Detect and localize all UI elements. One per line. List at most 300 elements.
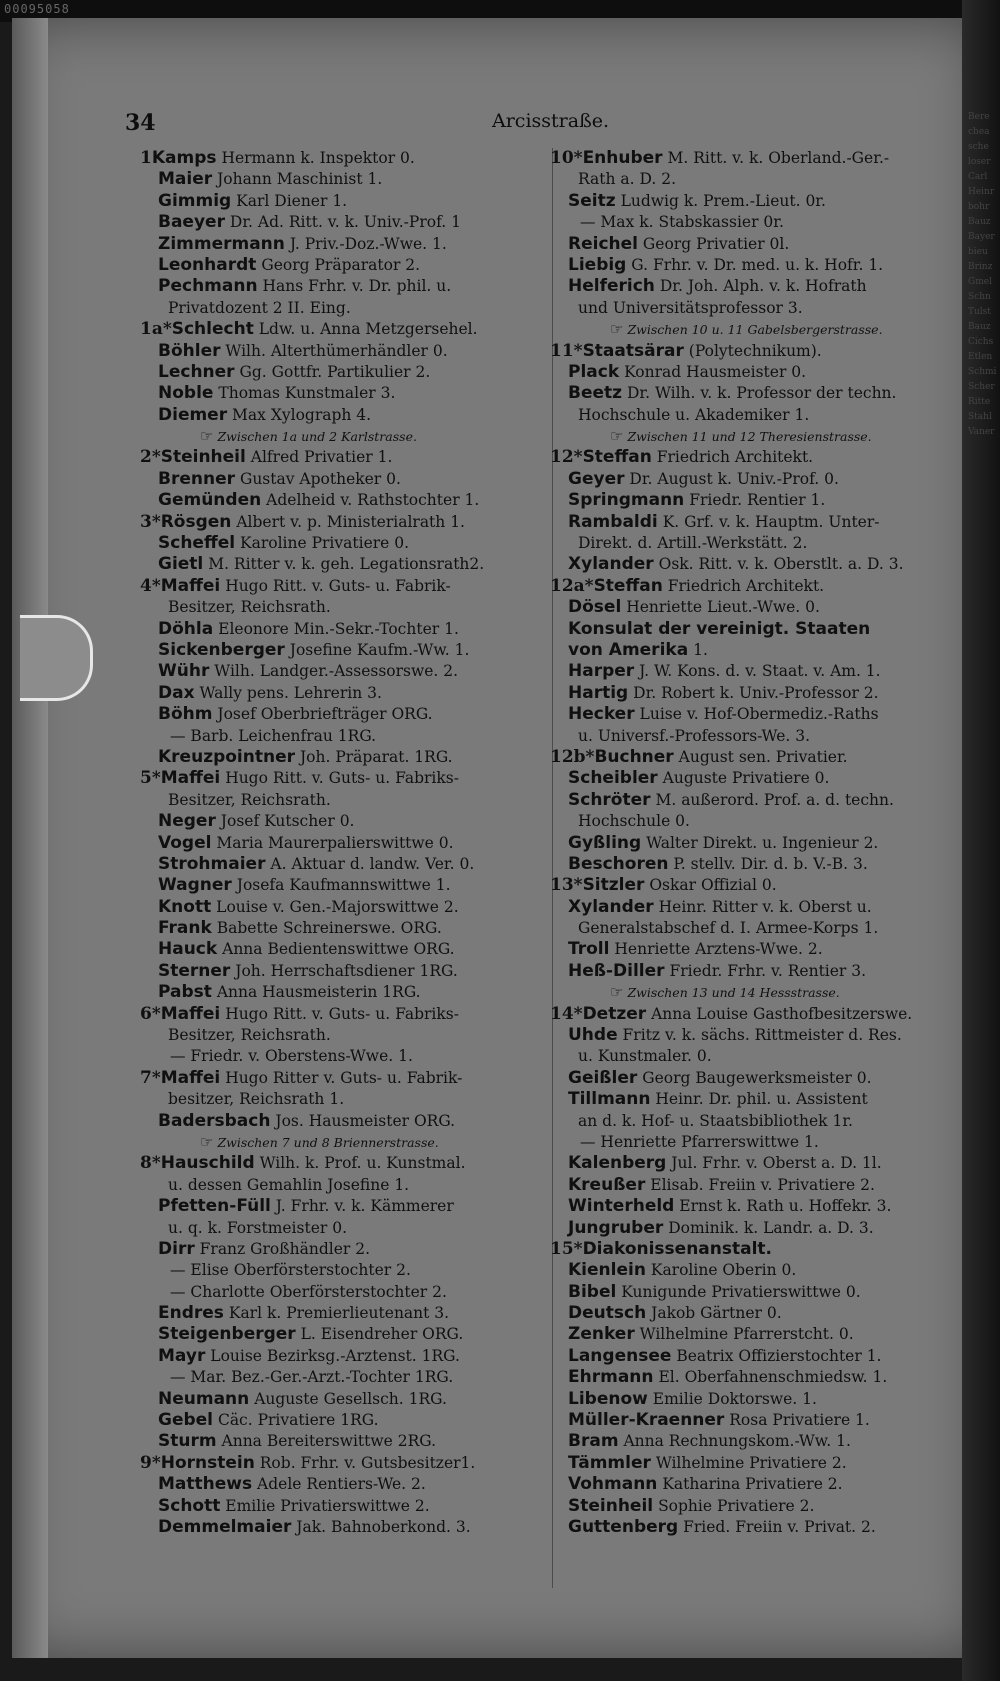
entry-continuation	[550, 726, 960, 747]
directory-entry	[550, 1004, 960, 1025]
resident-name: Steigenberger	[158, 1324, 296, 1345]
directory-entry	[140, 490, 560, 511]
directory-entry	[140, 169, 560, 190]
entry-details: Besitzer, Reichsrath.	[168, 598, 331, 617]
directory-entry	[550, 1282, 960, 1303]
resident-name: Pabst	[158, 982, 212, 1003]
entry-details: Katharina Privatiere 2.	[662, 1475, 843, 1494]
resident-name: Pfetten-Füll	[158, 1196, 271, 1217]
entry-details: Emilie Doktorswe. 1.	[652, 1389, 817, 1408]
house-number: 11*	[550, 340, 583, 361]
directory-entry	[550, 640, 960, 661]
directory-entry	[140, 1196, 560, 1217]
entry-details: u. Universf.-Professors-We. 3.	[578, 726, 811, 745]
directory-entry	[140, 1496, 560, 1517]
entry-details: Karl k. Premierlieutenant 3.	[228, 1304, 450, 1323]
resident-name: Badersbach	[158, 1110, 271, 1131]
entry-details: Anna Louise Gasthofbesitzerswe.	[651, 1004, 913, 1023]
resident-name: Demmelmaier	[158, 1517, 292, 1537]
entry-details: L. Eisendreher ORG.	[300, 1325, 464, 1344]
entry-details: Henriette Lieut.-Wwe. 0.	[626, 598, 820, 617]
entry-details: El. Oberfahnenschmiedsw. 1.	[658, 1368, 888, 1387]
resident-name: Steffan	[593, 575, 663, 596]
right-column	[550, 148, 960, 1538]
directory-entry	[550, 790, 960, 811]
directory-entry	[550, 768, 960, 789]
house-number: 7*	[140, 1067, 161, 1088]
left-column	[140, 148, 560, 1538]
resident-name: Uhde	[568, 1025, 618, 1046]
resident-name: Xylander	[568, 554, 654, 575]
entry-details: Osk. Ritt. v. k. Oberstlt. a. D. 3.	[658, 555, 904, 574]
directory-entry	[140, 447, 560, 468]
resident-name: Knott	[158, 896, 212, 917]
resident-name: Maffei	[160, 768, 221, 789]
resident-name: Steinheil	[568, 1495, 654, 1516]
entry-details: Henriette Arztens-Wwe. 2.	[614, 940, 823, 959]
entry-details: Fried. Freiin v. Privat. 2.	[683, 1518, 876, 1536]
directory-entry	[140, 1410, 560, 1431]
resident-name: Maffei	[160, 1067, 221, 1088]
entry-details: — Max k. Stabskassier 0r.	[580, 213, 784, 232]
resident-name: Winterheld	[568, 1196, 675, 1217]
resident-name: Beschoren	[568, 853, 669, 874]
resident-name: Dösel	[568, 597, 622, 618]
cross-street-note	[550, 319, 960, 340]
resident-name: Hartig	[568, 682, 629, 703]
entry-details: Gg. Gottfr. Partikulier 2.	[239, 362, 431, 381]
resident-name: Buchner	[594, 746, 674, 767]
entry-details: Louise Bezirksg.-Arztenst. 1RG.	[210, 1346, 460, 1365]
entry-details: Franz Großhändler 2.	[199, 1239, 370, 1258]
resident-name: Dax	[158, 682, 195, 703]
entry-details: Privatdozent 2 II. Eing.	[168, 298, 351, 317]
resident-name: Hauck	[158, 939, 218, 960]
entry-details: Cäc. Privatiere 1RG.	[217, 1411, 379, 1430]
resident-name: Kreußer	[568, 1174, 646, 1195]
directory-entry	[140, 1153, 560, 1174]
entry-details: Johann Maschinist 1.	[217, 170, 383, 189]
entry-details: u. Kunstmaler. 0.	[578, 1047, 712, 1066]
page-header	[12, 110, 984, 140]
entry-details: Dr. Ad. Ritt. v. k. Univ.-Prof. 1	[229, 213, 461, 232]
entry-details: A. Aktuar d. landw. Ver. 0.	[270, 854, 475, 873]
resident-name: Sterner	[158, 960, 231, 981]
resident-name: Jungruber	[568, 1217, 664, 1238]
resident-name: Sturm	[158, 1431, 217, 1452]
resident-name: Scheffel	[158, 533, 236, 554]
directory-entry	[140, 1431, 560, 1452]
entry-details: Alfred Privatier 1.	[250, 448, 393, 467]
directory-entry	[550, 1367, 960, 1388]
entry-details: Friedr. Rentier 1.	[689, 491, 826, 510]
entry-details: Wilh. Landger.-Assessorswe. 2.	[214, 662, 459, 681]
directory-entry	[140, 1004, 560, 1025]
scan-id: 00095058	[4, 2, 70, 16]
resident-name: Döhla	[158, 618, 214, 639]
resident-name: Deutsch	[568, 1303, 647, 1324]
resident-name: Gietl	[158, 554, 204, 575]
resident-name: Kalenberg	[568, 1153, 667, 1174]
entry-continuation	[550, 1111, 960, 1132]
pointing-hand-icon: ☞	[610, 427, 624, 446]
directory-entry	[550, 1496, 960, 1517]
house-number: 5*	[140, 768, 161, 789]
entry-details: Heinr. Ritter v. k. Oberst u.	[658, 897, 872, 916]
house-number: 15*	[550, 1238, 583, 1259]
entry-continuation	[140, 298, 560, 319]
directory-entry	[550, 1346, 960, 1367]
entry-details: Wilh. k. Prof. u. Kunstmal.	[259, 1154, 466, 1173]
resident-name: Gimmig	[158, 190, 232, 211]
resident-name: Maffei	[160, 1003, 221, 1024]
entry-details: Friedrich Architekt.	[667, 576, 825, 595]
directory-entry	[140, 768, 560, 789]
house-number: 9*	[140, 1452, 161, 1473]
house-number: 12b*	[550, 746, 595, 767]
directory-entry	[550, 234, 960, 255]
entry-details: Walter Direkt. u. Ingenieur 2.	[646, 833, 879, 852]
pointing-hand-icon: ☞	[200, 427, 214, 446]
entry-details: Anna Bedientenswittwe ORG.	[222, 940, 455, 959]
cross-street-note	[550, 426, 960, 447]
directory-entry	[550, 897, 960, 918]
directory-entry	[550, 490, 960, 511]
entry-details: Oskar Offizial 0.	[649, 876, 777, 895]
pointing-hand-icon: ☞	[610, 983, 624, 1002]
entry-details: P. stellv. Dir. d. b. V.-B. 3.	[673, 854, 868, 873]
directory-entry	[550, 1389, 960, 1410]
directory-entry	[140, 405, 560, 426]
directory-entry	[550, 469, 960, 490]
entry-details: August sen. Privatier.	[678, 747, 848, 766]
entry-details: Jul. Frhr. v. Oberst a. D. 1l.	[671, 1154, 882, 1173]
resident-name: Gebel	[158, 1410, 214, 1431]
entry-continuation	[140, 1367, 560, 1388]
entry-details: Jos. Hausmeister ORG.	[275, 1111, 456, 1130]
entry-details: Dr. August k. Univ.-Prof. 0.	[629, 469, 839, 488]
entry-details: M. Ritter v. k. geh. Legationsrath2.	[208, 555, 485, 574]
entry-details: Josefa Kaufmannswittwe 1.	[236, 876, 451, 895]
resident-name: Wühr	[158, 661, 210, 682]
directory-entry	[550, 939, 960, 960]
entry-continuation	[550, 1132, 960, 1153]
entry-details: M. außerord. Prof. a. d. techn.	[655, 790, 894, 809]
entry-continuation	[550, 811, 960, 832]
entry-details: Ludwig k. Prem.-Lieut. 0r.	[620, 191, 826, 210]
entry-continuation	[140, 1046, 560, 1067]
directory-entry	[550, 191, 960, 212]
entry-details: Jakob Gärtner 0.	[651, 1304, 782, 1323]
entry-details: Josef Oberbriefträger ORG.	[217, 705, 433, 724]
entry-details: — Mar. Bez.-Ger.-Arzt.-Tochter 1RG.	[170, 1368, 454, 1387]
resident-name: Matthews	[158, 1474, 253, 1495]
resident-name: Enhuber	[582, 148, 663, 168]
directory-entry	[140, 897, 560, 918]
directory-entry	[550, 276, 960, 297]
entry-details: Josefine Kaufm.-Ww. 1.	[289, 640, 470, 659]
directory-entry	[140, 918, 560, 939]
house-number: 14*	[550, 1003, 583, 1024]
resident-name: Kreuzpointner	[158, 746, 296, 767]
entry-details: Hugo Ritter v. Guts- u. Fabrik-	[225, 1068, 463, 1087]
entry-details: Luise v. Hof-Obermediz.-Raths	[639, 705, 879, 724]
directory-entry	[550, 875, 960, 896]
directory-entry	[550, 383, 960, 404]
entry-details: Louise v. Gen.-Majorswittwe 2.	[216, 897, 459, 916]
directory-entry	[140, 683, 560, 704]
entry-details: Babette Schreinerswe. ORG.	[216, 919, 442, 938]
entry-continuation	[140, 790, 560, 811]
resident-name: Heß-Diller	[568, 960, 665, 981]
resident-name: Hauschild	[160, 1153, 255, 1174]
directory-entry	[140, 982, 560, 1003]
resident-name: Sitzler	[582, 875, 645, 896]
entry-details: Friedr. Frhr. v. Rentier 3.	[669, 961, 867, 980]
entry-details: Auguste Privatiere 0.	[662, 769, 830, 788]
directory-entry	[140, 1389, 560, 1410]
directory-entry	[550, 1175, 960, 1196]
house-number: 2*	[140, 447, 161, 468]
entry-details: Heinr. Dr. phil. u. Assistent	[655, 1090, 868, 1109]
resident-name: Zenker	[568, 1324, 635, 1345]
directory-entry	[550, 854, 960, 875]
entry-details: — Friedr. v. Oberstens-Wwe. 1.	[170, 1047, 413, 1066]
entry-continuation	[140, 1282, 560, 1303]
entry-details: Karl Diener 1.	[236, 191, 348, 210]
cross-street-text: Zwischen 11 und 12 Theresienstrasse.	[627, 429, 872, 445]
resident-name: Gemünden	[158, 490, 262, 511]
directory-entry	[140, 469, 560, 490]
resident-name: Tämmler	[568, 1452, 651, 1473]
directory-entry	[140, 619, 560, 640]
house-number: 8*	[140, 1153, 161, 1174]
directory-entry	[140, 212, 560, 233]
resident-name: Schott	[158, 1495, 221, 1516]
resident-name: Helferich	[568, 276, 655, 297]
entry-details: Rosa Privatiere 1.	[729, 1411, 870, 1430]
resident-name: Müller-Kraenner	[568, 1410, 725, 1431]
directory-entry	[550, 362, 960, 383]
entry-details: Dr. Joh. Alph. v. k. Hofrath	[659, 277, 867, 296]
resident-name: Vohmann	[568, 1474, 658, 1495]
directory-entry	[140, 1239, 560, 1260]
directory-entry	[550, 704, 960, 725]
directory-entry	[550, 1474, 960, 1495]
directory-entry	[140, 1324, 560, 1345]
resident-name: Gyßling	[568, 832, 642, 853]
entry-details: Rob. Frhr. v. Gutsbesitzer1.	[259, 1453, 476, 1472]
directory-entry	[550, 1431, 960, 1452]
entry-details: und Universitätsprofessor 3.	[578, 298, 803, 317]
entry-details: Besitzer, Reichsrath.	[168, 790, 331, 809]
directory-entry	[140, 854, 560, 875]
entry-continuation	[550, 405, 960, 426]
entry-details: Karoline Oberin 0.	[650, 1261, 797, 1280]
directory-entry	[140, 704, 560, 725]
entry-details: Beatrix Offizierstochter 1.	[676, 1346, 882, 1365]
entry-details: u. dessen Gemahlin Josefine 1.	[168, 1175, 410, 1194]
directory-entry	[140, 961, 560, 982]
resident-name: Scheibler	[568, 768, 658, 789]
resident-name: Xylander	[568, 896, 654, 917]
entry-details: Maria Maurerpalierswittwe 0.	[216, 833, 454, 852]
directory-entry	[140, 875, 560, 896]
resident-name: Noble	[158, 383, 214, 404]
resident-name: Langensee	[568, 1345, 672, 1366]
entry-details: Hermann k. Inspektor 0.	[221, 149, 415, 167]
resident-name: Hornstein	[160, 1452, 255, 1473]
directory-entry	[140, 747, 560, 768]
entry-details: besitzer, Reichsrath 1.	[168, 1090, 345, 1109]
resident-name: Troll	[568, 939, 610, 960]
entry-continuation	[140, 597, 560, 618]
resident-name: Maier	[158, 169, 213, 190]
resident-name: Steffan	[582, 447, 652, 468]
directory-entry	[140, 319, 560, 340]
entry-continuation	[550, 533, 960, 554]
cross-street-text: Zwischen 7 und 8 Briennerstrasse.	[217, 1134, 439, 1150]
pointing-hand-icon: ☞	[610, 320, 624, 339]
entry-details: Eleonore Min.-Sekr.-Tochter 1.	[218, 619, 459, 638]
directory-entry	[140, 1068, 560, 1089]
directory-entry	[140, 939, 560, 960]
directory-entry	[550, 1218, 960, 1239]
resident-name: Reichel	[568, 233, 638, 254]
directory-entry	[550, 554, 960, 575]
entry-details: Hochschule u. Akademiker 1.	[578, 405, 810, 424]
entry-details: Konrad Hausmeister 0.	[624, 362, 807, 381]
entry-details: Georg Präparator 2.	[261, 255, 421, 274]
entry-details: Anna Rechnungskom.-Ww. 1.	[623, 1432, 851, 1451]
entry-details: Josef Kutscher 0.	[220, 812, 355, 831]
book-page	[12, 18, 984, 1658]
entry-details: an d. k. Hof- u. Staatsbibliothek 1r.	[578, 1111, 853, 1130]
cross-street-text: Zwischen 10 u. 11 Gabelsbergerstrasse.	[627, 322, 883, 338]
house-number: 1a*	[140, 319, 172, 340]
resident-name: Lechner	[158, 361, 235, 382]
directory-entry	[140, 1346, 560, 1367]
resident-name: Zimmermann	[158, 233, 285, 254]
entry-details: Gustav Apotheker 0.	[239, 469, 401, 488]
resident-name: Rambaldi	[568, 511, 658, 532]
directory-entry	[550, 341, 960, 362]
resident-name: Sickenberger	[158, 639, 285, 660]
entry-details: Hans Frhr. v. Dr. phil. u.	[262, 277, 452, 296]
resident-name: Wagner	[158, 875, 232, 896]
resident-name: Bibel	[568, 1281, 617, 1302]
entry-details: K. Grf. v. k. Hauptm. Unter-	[662, 512, 880, 531]
entry-details: Max Xylograph 4.	[232, 405, 372, 424]
directory-entry	[140, 1303, 560, 1324]
entry-continuation	[140, 1089, 560, 1110]
directory-entry	[550, 961, 960, 982]
page-edge	[12, 18, 48, 1658]
page-number: 34	[125, 110, 156, 136]
directory-entry	[140, 1474, 560, 1495]
entry-details: J. Priv.-Doz.-Wwe. 1.	[289, 234, 447, 253]
entry-details: Georg Privatier 0l.	[642, 234, 790, 253]
entry-continuation	[140, 1260, 560, 1281]
entry-continuation	[140, 1218, 560, 1239]
house-number: 4*	[140, 575, 161, 596]
cross-street-text: Zwischen 1a und 2 Karlstrasse.	[217, 429, 417, 445]
entry-details: u. q. k. Forstmeister 0.	[168, 1218, 347, 1237]
resident-name: Libenow	[568, 1388, 648, 1409]
house-number: 1	[140, 148, 152, 168]
entry-details: Dr. Wilh. v. k. Professor der techn.	[626, 384, 897, 403]
entry-details: Georg Baugewerksmeister 0.	[642, 1068, 872, 1087]
directory-entry	[550, 148, 960, 169]
entry-details: — Charlotte Oberförsterstochter 2.	[170, 1282, 447, 1301]
entry-details: Wilhelmine Pfarrerstcht. 0.	[639, 1325, 854, 1344]
resident-name: Staatsärar	[582, 340, 684, 361]
directory-entry	[550, 1068, 960, 1089]
directory-entry	[140, 512, 560, 533]
entry-details: Hugo Ritt. v. Guts- u. Fabrik-	[225, 576, 451, 595]
resident-name: Dirr	[158, 1238, 195, 1259]
street-title: Arcisstraße.	[492, 110, 610, 132]
entry-details: Joh. Präparat. 1RG.	[299, 747, 453, 766]
entry-continuation	[140, 1175, 560, 1196]
directory-entry	[140, 811, 560, 832]
pointing-hand-icon: ☞	[200, 1132, 214, 1151]
directory-entry	[140, 276, 560, 297]
entry-details: Emilie Privatierswittwe 2.	[225, 1496, 430, 1515]
entry-continuation	[140, 1025, 560, 1046]
entry-details: Hugo Ritt. v. Guts- u. Fabriks-	[225, 1004, 459, 1023]
directory-entry	[550, 255, 960, 276]
resident-name: Guttenberg	[568, 1517, 679, 1537]
entry-details: Albert v. p. Ministerialrath 1.	[236, 512, 465, 531]
resident-name: Leonhardt	[158, 254, 257, 275]
entry-details: J. Frhr. v. k. Kämmerer	[275, 1197, 454, 1216]
directory-entry	[550, 1517, 960, 1538]
resident-name: Springmann	[568, 490, 685, 511]
resident-name: Strohmaier	[158, 853, 266, 874]
entry-continuation	[140, 726, 560, 747]
resident-name: Tillmann	[568, 1089, 651, 1110]
resident-name: Hecker	[568, 704, 635, 725]
directory-entry	[140, 362, 560, 383]
entry-details: — Henriette Pfarrerswittwe 1.	[580, 1132, 819, 1151]
resident-name: Mayr	[158, 1345, 206, 1366]
entry-details: Joh. Herrschaftsdiener 1RG.	[235, 961, 458, 980]
entry-details: Generalstabschef d. I. Armee-Korps 1.	[578, 919, 879, 938]
resident-name: Pechmann	[158, 276, 258, 297]
resident-name: Böhm	[158, 704, 213, 725]
resident-name: Diakonissenanstalt.	[582, 1238, 773, 1259]
entry-details: Auguste Gesellsch. 1RG.	[254, 1389, 447, 1408]
directory-entry	[140, 383, 560, 404]
entry-details: Rath a. D. 2.	[578, 170, 677, 189]
entry-details: J. W. Kons. d. v. Staat. v. Am. 1.	[639, 662, 881, 681]
entry-details: Sophie Privatiere 2.	[658, 1496, 815, 1515]
entry-details: Ldw. u. Anna Metzgersehel.	[258, 320, 478, 339]
resident-name: Konsulat der vereinigt. Staaten	[568, 618, 871, 639]
resident-name: Plack	[568, 361, 620, 382]
directory-entry	[550, 1239, 960, 1260]
resident-name: Schröter	[568, 789, 651, 810]
directory-entry	[550, 619, 960, 640]
directory-entry	[550, 1410, 960, 1431]
resident-name: Maffei	[160, 575, 221, 596]
directory-entry	[550, 597, 960, 618]
directory-entry	[140, 234, 560, 255]
resident-name: Neger	[158, 811, 216, 832]
resident-name: Baeyer	[158, 212, 225, 233]
house-number: 12*	[550, 447, 583, 468]
